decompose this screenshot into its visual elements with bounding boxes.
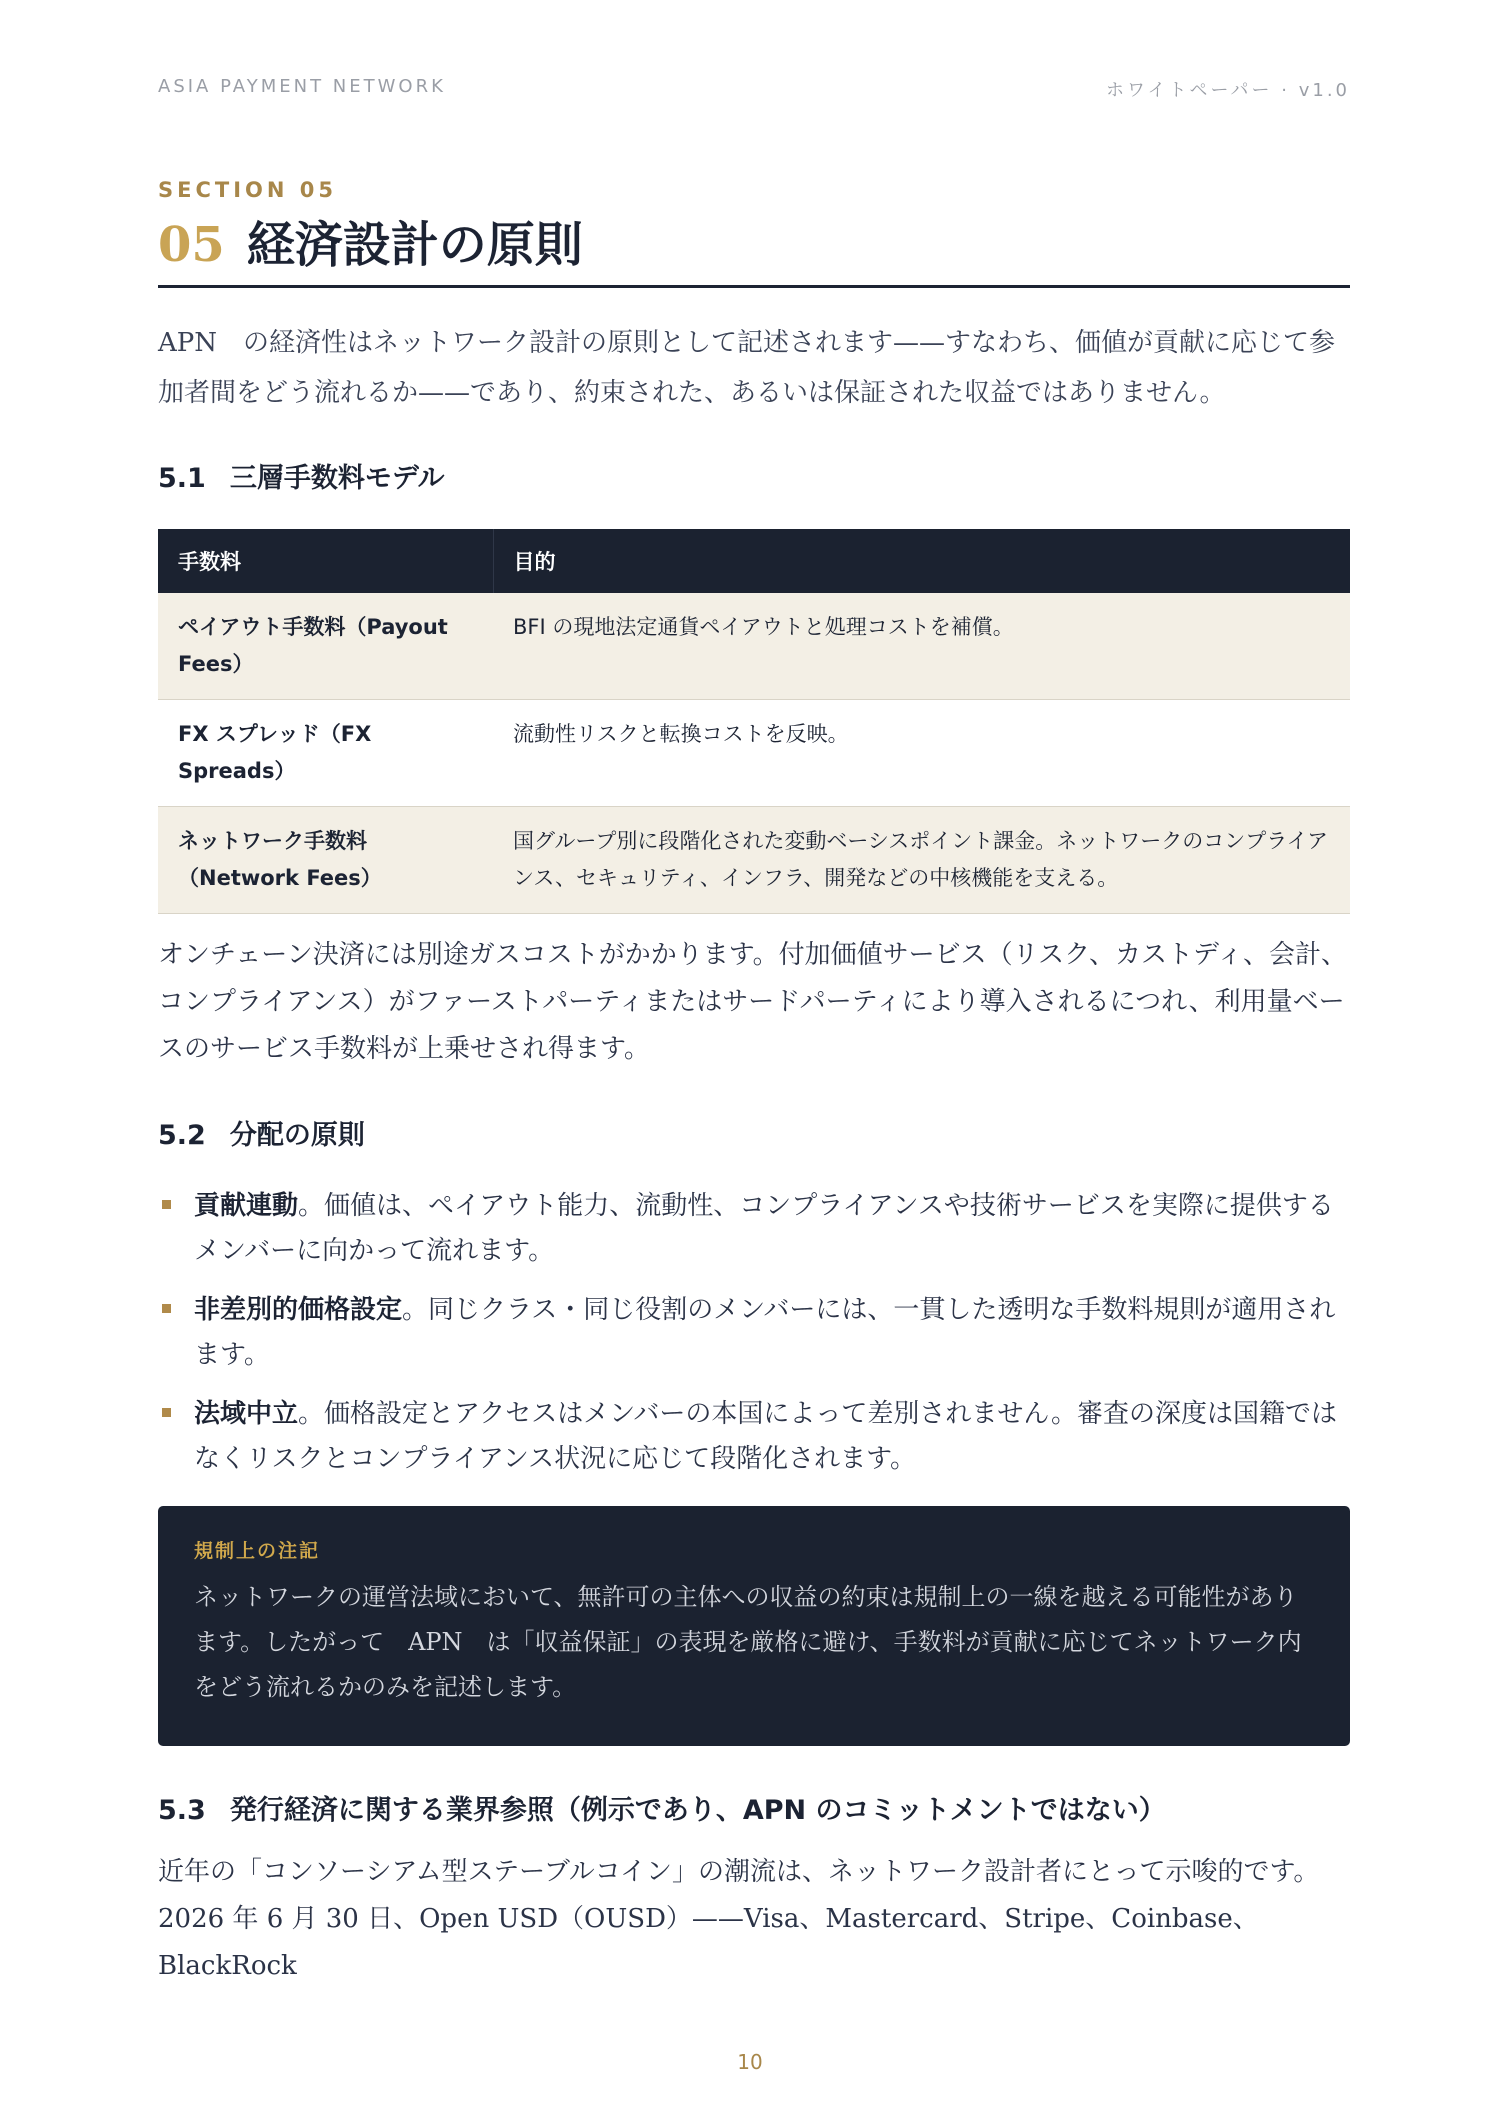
section-number: 05 bbox=[158, 217, 225, 273]
list-item-text: 。価値は、ペイアウト能力、流動性、コンプライアンスや技術サービスを実際に提供するメンバーに向かって流れます。 bbox=[194, 1191, 1334, 1267]
list-item-text: 。価格設定とアクセスはメンバーの本国によって差別されません。審査の深度は国籍ではなくリスクとコンプライアンス状況に応じて段階化されます。 bbox=[194, 1399, 1337, 1475]
regulatory-notice-box bbox=[158, 1506, 1350, 1746]
bullet-square-icon bbox=[162, 1408, 171, 1417]
subsection-title: 分配の原則 bbox=[229, 1120, 365, 1152]
list-item-term: 貢献連動 bbox=[194, 1191, 299, 1222]
section-lead: APN の経済性はネットワーク設計の原則として記述されます——すなわち、価値が貢献に応じて参加者間をどう流れるか——であり、約束された、あるいは保証された収益ではありません。 bbox=[158, 328, 1336, 409]
section-kicker: SECTION 05 bbox=[158, 178, 337, 202]
subsection-heading-5-3 bbox=[158, 1788, 1350, 1827]
body-paragraph: オンチェーン決済には別途ガスコストがかかります。付加価値サービス（リスク、カストディ、会計、コンプライアンス）がファーストパーティまたはサードパーティにより導入されるにつれ、利用量ベースのサービス手数料が上乗せされ得ます。 bbox=[158, 940, 1347, 1065]
purpose-column-header: 目的 bbox=[493, 529, 1350, 593]
page-content bbox=[158, 178, 1350, 1990]
fee-table-header-row bbox=[158, 529, 1350, 593]
table-row bbox=[158, 700, 1350, 807]
notice-label: 規制上の注記 bbox=[194, 1540, 321, 1563]
subsection-heading-5-2 bbox=[158, 1113, 1350, 1152]
purpose-cell: 国グループ別に段階化された変動ベーシスポイント課金。ネットワークのコンプライアンス、セキュリティ、インフラ、開発などの中核機能を支える。 bbox=[493, 807, 1350, 914]
list-item-term: 法域中立 bbox=[194, 1399, 299, 1430]
section-title-text: 経済設計の原則 bbox=[246, 217, 583, 273]
fee-table bbox=[158, 529, 1350, 914]
section-title bbox=[158, 218, 1350, 288]
purpose-cell: 流動性リスクと転換コストを反映。 bbox=[493, 700, 1350, 807]
bullet-square-icon bbox=[162, 1200, 171, 1209]
subsection-number: 5.1 bbox=[158, 463, 206, 495]
subsection-heading-5-1 bbox=[158, 456, 1350, 495]
list-item bbox=[158, 1288, 1350, 1378]
table-row bbox=[158, 807, 1350, 914]
fee-cell: FX スプレッド（FX Spreads） bbox=[158, 700, 493, 807]
list-item bbox=[158, 1392, 1350, 1482]
subsection-number: 5.2 bbox=[158, 1120, 206, 1152]
notice-body: ネットワークの運営法域において、無許可の主体への収益の約束は規制上の一線を越える可能性があります。したがって APN は「収益保証」の表現を厳格に避け、手数料が貢献に応じてネットワーク内をどう流れるかのみを記述します。 bbox=[194, 1583, 1302, 1702]
subsection-title: 三層手数料モデル bbox=[229, 463, 445, 495]
header-left-text: ASIA PAYMENT NETWORK bbox=[158, 76, 446, 97]
list-item-text: 。同じクラス・同じ役割のメンバーには、一貫した透明な手数料規則が適用されます。 bbox=[194, 1295, 1336, 1371]
fee-cell: ネットワーク手数料（Network Fees） bbox=[158, 807, 493, 914]
purpose-cell: BFI の現地法定通貨ペイアウトと処理コストを補償。 bbox=[493, 593, 1350, 700]
running-header bbox=[158, 76, 1350, 102]
page-number: 10 bbox=[737, 2050, 763, 2074]
list-item bbox=[158, 1184, 1350, 1274]
subsection-number: 5.3 bbox=[158, 1795, 206, 1827]
table-row bbox=[158, 593, 1350, 700]
header-right-text: ホワイトペーパー · v1.0 bbox=[1105, 80, 1350, 101]
subsection-title: 発行経済に関する業界参照（例示であり、APN のコミットメントではない） bbox=[229, 1795, 1166, 1827]
bullet-square-icon bbox=[162, 1304, 171, 1313]
list-item-term: 非差別的価格設定 bbox=[194, 1295, 403, 1326]
principles-list bbox=[158, 1184, 1350, 1482]
fee-cell: ペイアウト手数料（Payout Fees） bbox=[158, 593, 493, 700]
fee-column-header: 手数料 bbox=[158, 529, 493, 593]
body-paragraph: 近年の「コンソーシアム型ステーブルコイン」の潮流は、ネットワーク設計者にとって示唆的です。2026 年 6 月 30 日、Open USD（OUSD）——Visa、Mastercard、Stripe、Coinbase、BlackRock bbox=[158, 1857, 1320, 1982]
